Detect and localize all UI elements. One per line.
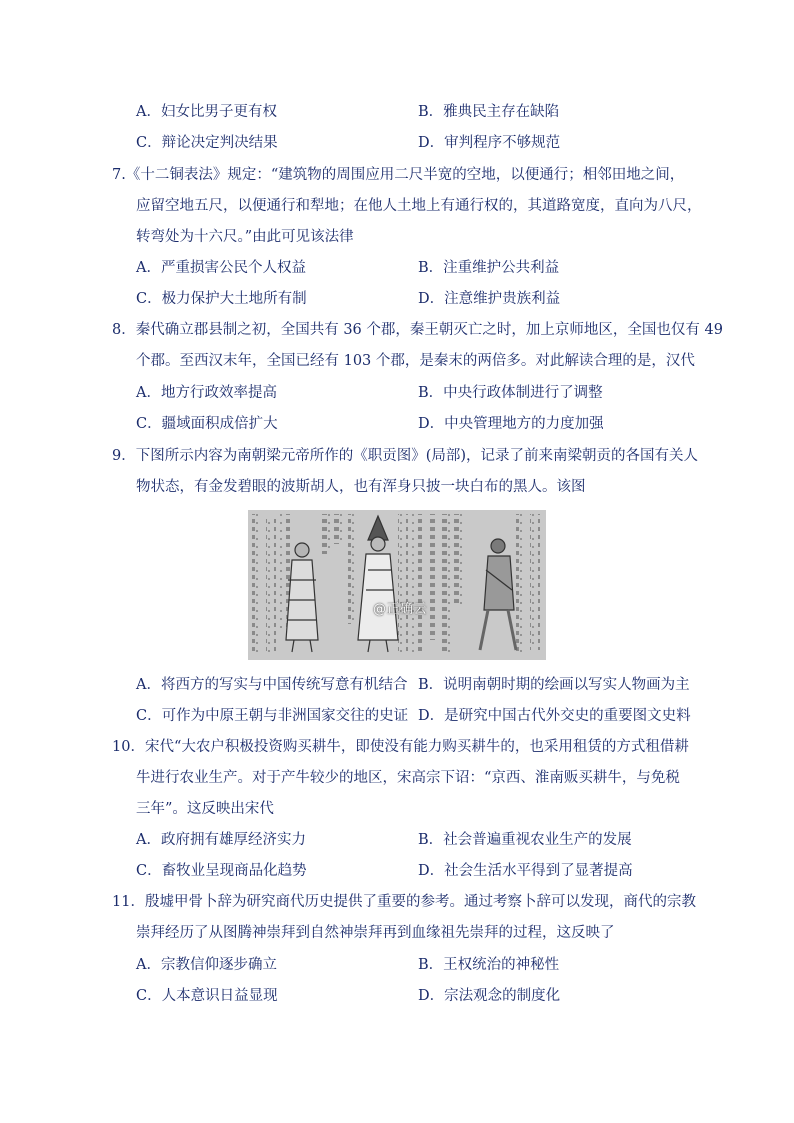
q9-option-a: A．将西方的写实与中国传统写意有机结合: [136, 677, 408, 693]
q10-option-c: C．畜牧业呈现商品化趋势: [136, 863, 307, 879]
q8-option-c: C．疆域面积成倍扩大: [136, 416, 278, 432]
q10-stem-line-1: 10．宋代“大农户积极投资购买耕牛，即使没有能力购买耕牛的，也采用租赁的方式租借耕: [112, 739, 689, 755]
image-watermark: @正确云: [373, 602, 428, 617]
q7-stem-line-1: 7.《十二铜表法》规定：“建筑物的周围应用二尺半宽的空地，以便通行；相邻田地之间，: [112, 167, 685, 183]
painting-illustration: [248, 510, 546, 660]
q7-option-b: B．注重维护公共利益: [418, 260, 560, 276]
q10-option-b: B．社会普遍重视农业生产的发展: [418, 832, 632, 848]
q7-option-d: D．注意维护贵族利益: [418, 291, 561, 307]
q8-option-a: A．地方行政效率提高: [136, 385, 277, 401]
q9-option-c: C．可作为中原王朝与非洲国家交往的史证: [136, 708, 409, 724]
q11-stem-line-1: 11．殷墟甲骨卜辞为研究商代历史提供了重要的参考。通过考察卜辞可以发现，商代的宗教: [112, 894, 696, 910]
q9-option-d: D．是研究中国古代外交史的重要图文史料: [418, 708, 691, 724]
q8-stem-line-2: 个郡。至西汉末年，全国已经有 103 个郡，是秦末的两倍多。对此解读合理的是，汉代: [136, 353, 695, 369]
q10-option-d: D．社会生活水平得到了显著提高: [418, 863, 633, 879]
q10-stem-line-2: 牛进行农业生产。对于产牛较少的地区，宋高宗下诏：“京西、淮南贩买耕牛，与免税: [136, 770, 680, 786]
q11-stem-line-2: 崇拜经历了从图腾神崇拜到自然神崇拜再到血缘祖先崇拜的过程，这反映了: [136, 925, 615, 941]
q9-stem-line-2: 物状态，有金发碧眼的波斯胡人，也有浑身只披一块白布的黑人。该图: [136, 479, 586, 495]
q10-stem-line-3: 三年”。这反映出宋代: [136, 801, 274, 817]
q7-option-a: A．严重损害公民个人权益: [136, 260, 306, 276]
zhigongtu-painting-image: [248, 510, 546, 660]
q6-option-d: D．审判程序不够规范: [418, 135, 561, 151]
q7-option-c: C．极力保护大土地所有制: [136, 291, 307, 307]
q8-option-b: B．中央行政体制进行了调整: [418, 385, 603, 401]
q11-option-a: A．宗教信仰逐步确立: [136, 957, 277, 973]
q6-option-b: B．雅典民主存在缺陷: [418, 104, 560, 120]
q8-option-d: D．中央管理地方的力度加强: [418, 416, 604, 432]
q11-option-d: D．宗法观念的制度化: [418, 988, 561, 1004]
q11-option-c: C．人本意识日益显现: [136, 988, 278, 1004]
q11-option-b: B．王权统治的神秘性: [418, 957, 560, 973]
q9-option-b: B．说明南朝时期的绘画以写实人物画为主: [418, 677, 690, 693]
q10-option-a: A．政府拥有雄厚经济实力: [136, 832, 306, 848]
q7-stem-line-3: 转弯处为十六尺。”由此可见该法律: [136, 229, 354, 245]
q7-stem-line-2: 应留空地五尺，以便通行和犁地；在他人土地上有通行权的，其道路宽度，直向为八尺，: [136, 198, 702, 214]
q8-stem-line-1: 8．秦代确立郡县制之初，全国共有 36 个郡，秦王朝灭亡之时，加上京师地区，全国也仅有 49: [112, 322, 723, 338]
q9-stem-line-1: 9．下图所示内容为南朝梁元帝所作的《职贡图》(局部)，记录了前来南梁朝贡的各国有关人: [112, 448, 699, 464]
q6-option-c: C．辩论决定判决结果: [136, 135, 278, 151]
q6-option-a: A．妇女比男子更有权: [136, 104, 277, 120]
